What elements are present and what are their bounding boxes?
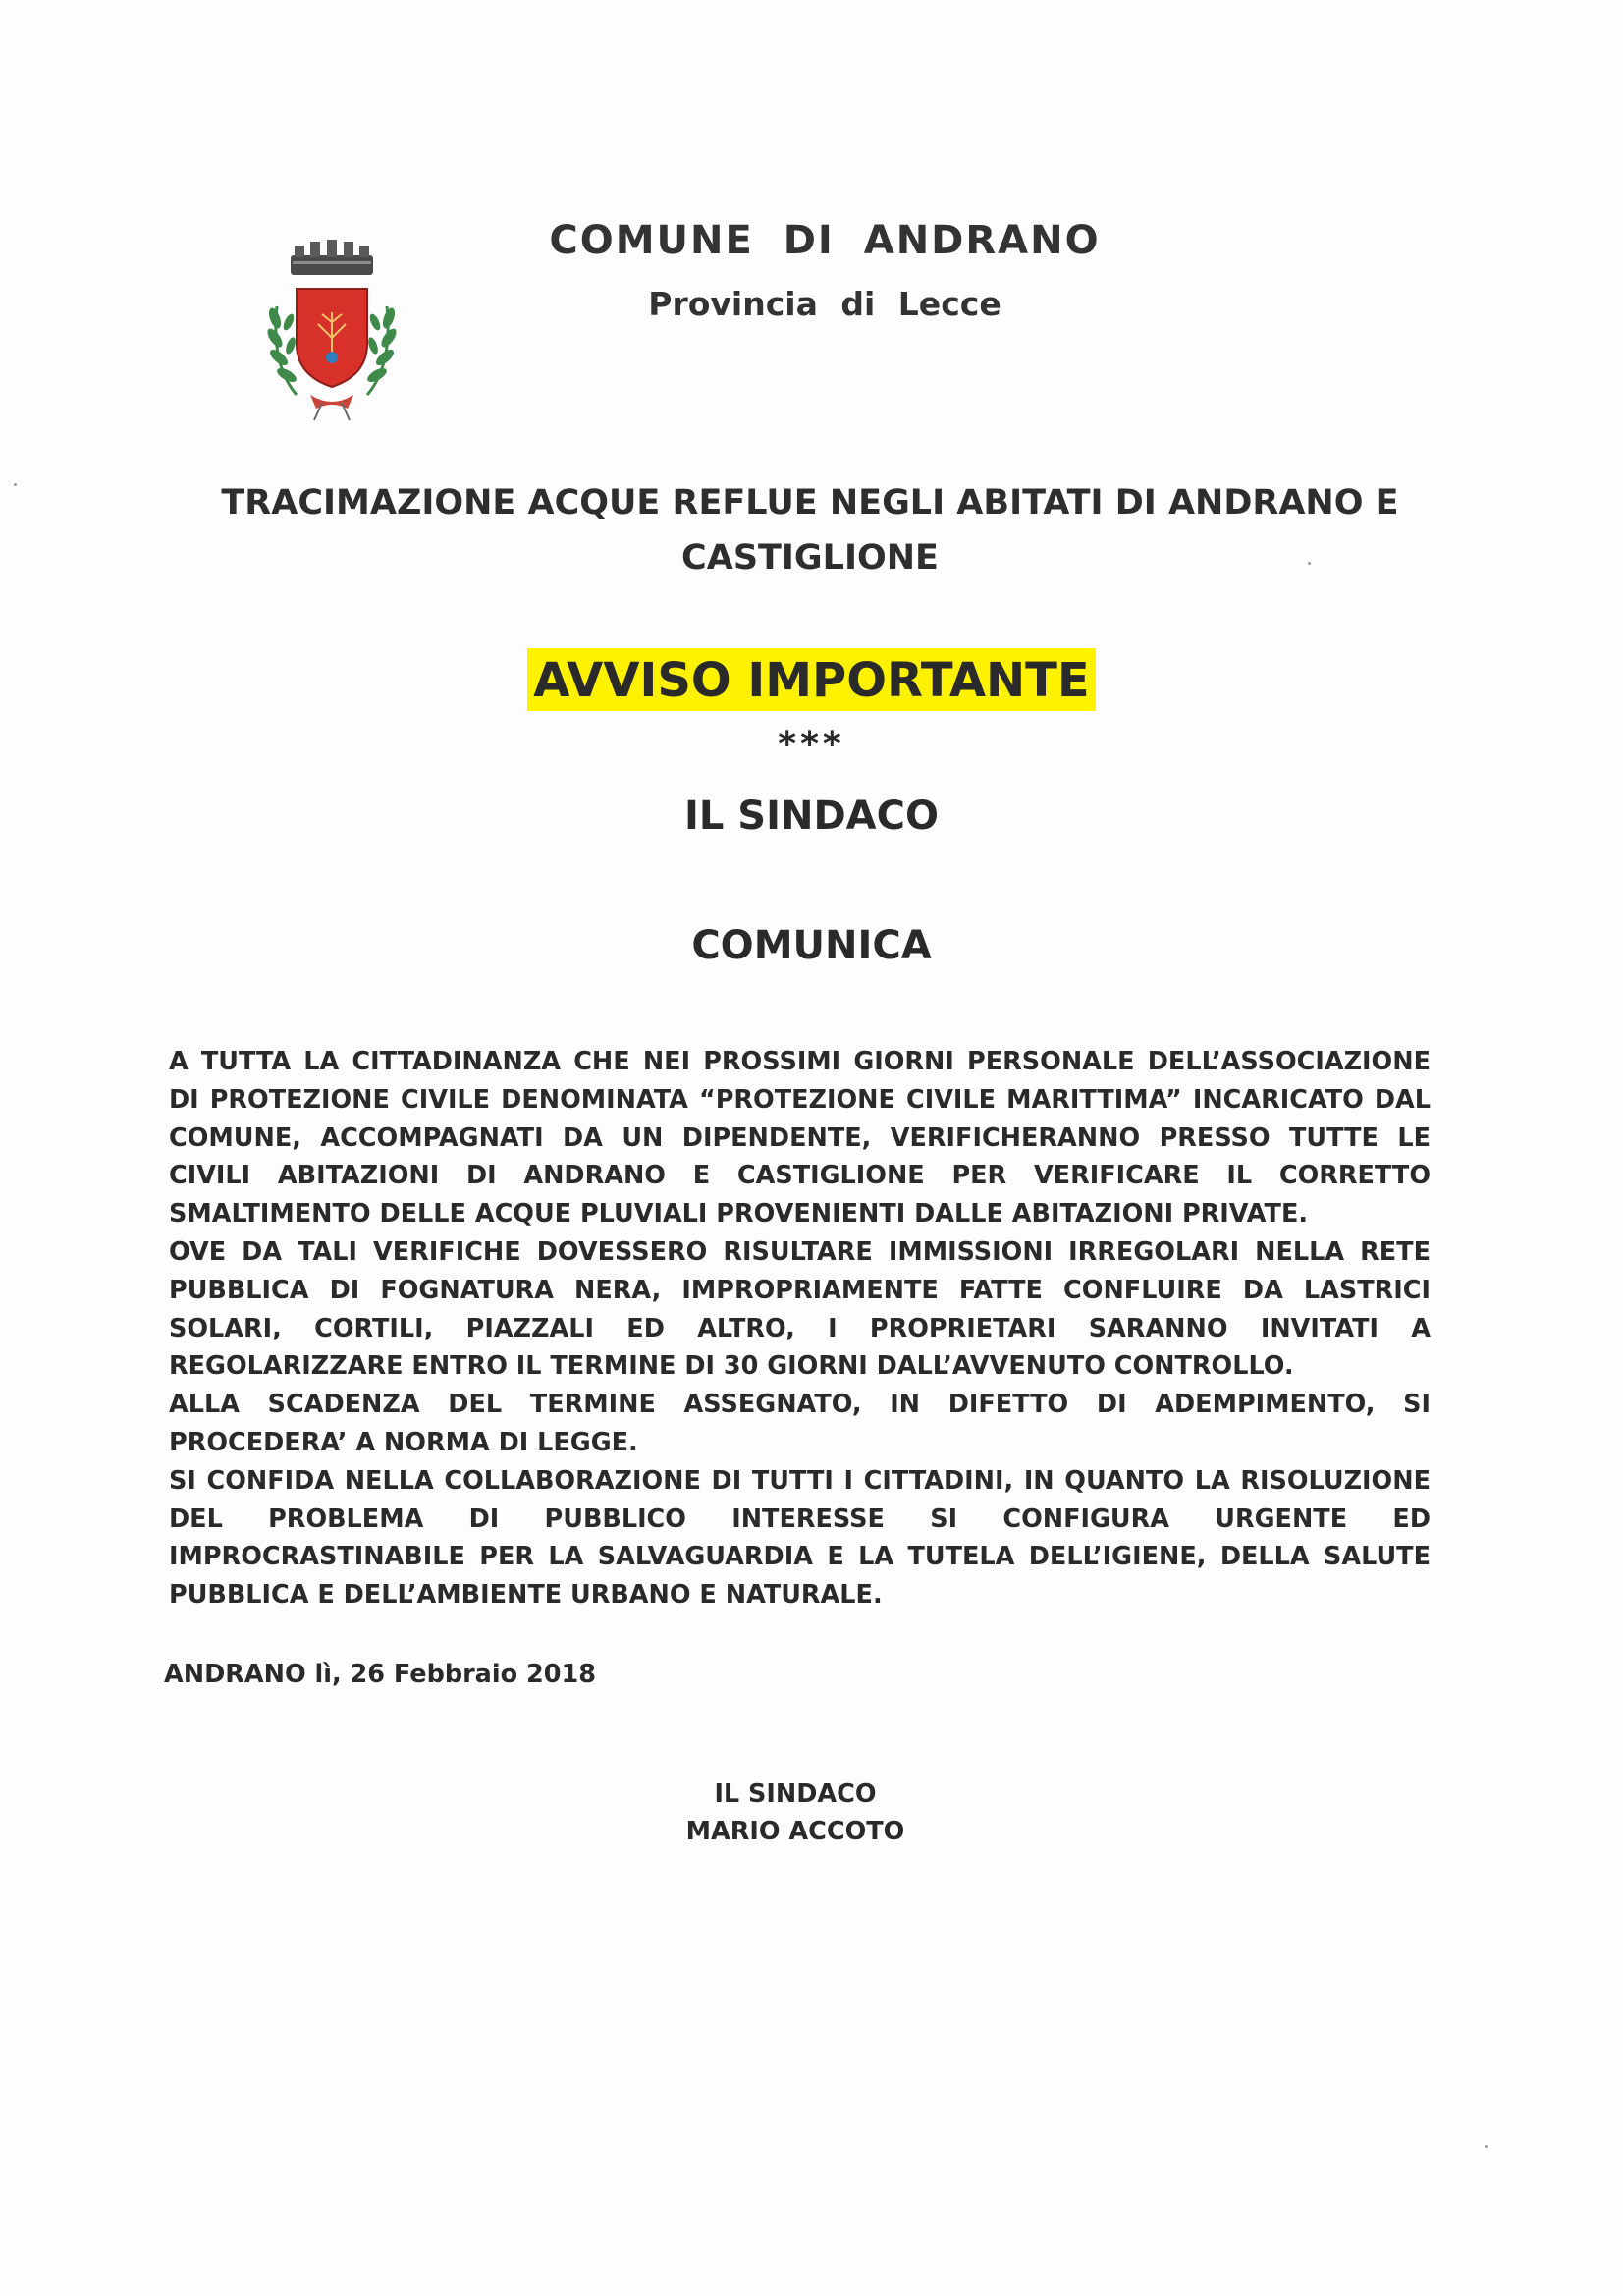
notice-heading [0,648,1623,711]
scan-speck [1308,562,1311,565]
scan-speck [14,483,17,486]
subject-line-1: TRACIMAZIONE ACQUE REFLUE NEGLI ABITATI DI ANDRANO E [221,483,1399,522]
laurel-branch-right-icon [365,306,399,395]
body-paragraph: ALLA SCADENZA DEL TERMINE ASSEGNATO, IN DIFETTO DI ADEMPIMENTO, SI PROCEDERA’ A NORMA DI LEGGE. [169,1390,1431,1457]
notice-subject [167,475,1453,585]
crown-icon [291,240,373,275]
coat-of-arms-icon [253,228,410,424]
notice-body [169,1043,1431,1614]
authority-heading: IL SINDACO [684,793,939,839]
separator-stars: *** [778,725,845,765]
ribbon-icon [310,395,353,409]
signature-role: IL SINDACO [714,1779,877,1809]
body-paragraph: A TUTTA LA CITTADINANZA CHE NEI PROSSIMI GIORNI PERSONALE DELL’ASSOCIAZIONE DI PROTEZIONE CIVILE DENOMINATA “PROTEZIONE CIVILE MARITTIMA” INCARICATO DAL COMUNE, ACCOMPAGNATI DA UN DIPENDENTE, VERIFICHERANNO PRESSO TUTTE LE CIVILI ABITAZIONI DI ANDRANO E CASTIGLIONE PER VERIFICARE IL CORRETTO SMALTIMENTO DELLE ACQUE PLUVIALI PROVENIENTI DALLE ABITAZIONI PRIVATE. [169,1047,1431,1230]
communicates-heading: COMUNICA [691,923,932,968]
body-paragraph: SI CONFIDA NELLA COLLABORAZIONE DI TUTTI I CITTADINI, IN QUANTO LA RISOLUZIONE DEL PROBLEMA DI PUBBLICO INTERESSE SI CONFIGURA URGENTE ED IMPROCRASTINABILE PER LA SALVAGUARDIA E LA TUTELA DELL’IGIENE, DELLA SALUTE PUBBLICA E DELL’AMBIENTE URBANO E NATURALE. [169,1465,1431,1611]
laurel-branch-left-icon [265,306,298,395]
signature-block [648,1776,943,1850]
important-notice-label: AVVISO IMPORTANTE [527,648,1095,711]
province-subtitle: Provincia di Lecce [648,285,1001,323]
signature-name: MARIO ACCOTO [685,1817,905,1846]
subject-line-2: CASTIGLIONE [681,538,939,577]
municipality-title: COMUNE DI ANDRANO [549,218,1101,263]
scan-speck [1485,2145,1488,2148]
body-paragraph: OVE DA TALI VERIFICHE DOVESSERO RISULTARE IMMISSIONI IRREGOLARI NELLA RETE PUBBLICA DI FOGNATURA NERA, IMPROPRIAMENTE FATTE CONFLUIRE DA LASTRICI SOLARI, CORTILI, PIAZZALI ED ALTRO, I PROPRIETARI SARANNO INVITATI A REGOLARIZZARE ENTRO IL TERMINE DI 30 GIORNI DALL’AVVENUTO CONTROLLO. [169,1236,1431,1382]
place-date: ANDRANO lì, 26 Febbraio 2018 [164,1660,596,1689]
